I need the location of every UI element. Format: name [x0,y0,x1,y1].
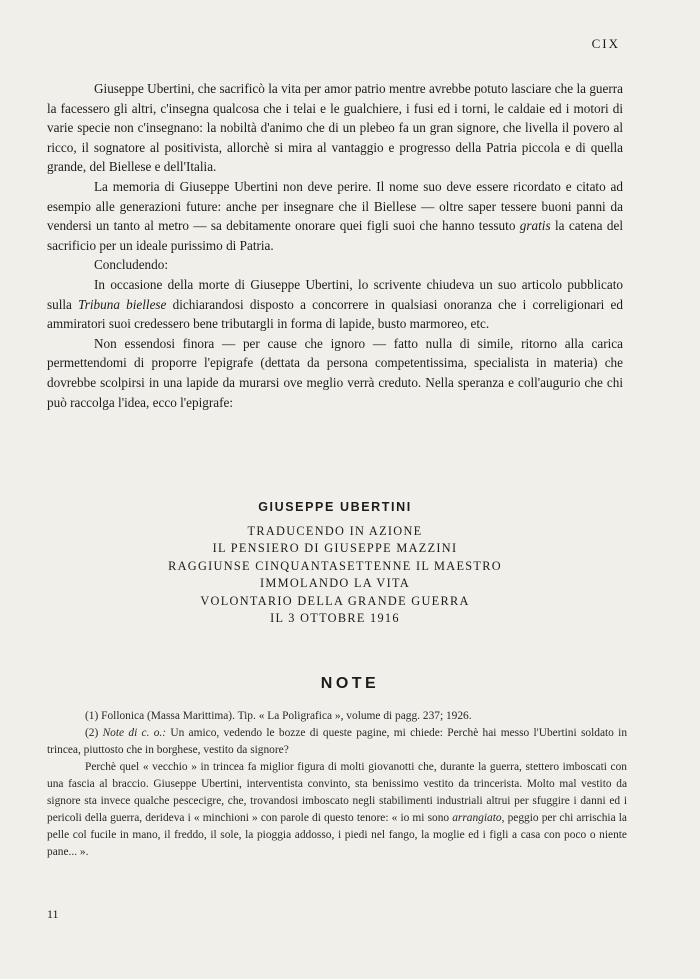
epitaph [47,500,623,627]
notes-section [47,708,627,861]
note-2-text: Un amico, vedendo le bozze di queste pagine, mi chiede: Perchè hai messo l'Ubertini soldato in trincea, piuttosto che in borghese, vestito da signore? [47,727,628,756]
paragraph-epigraph-proposal: Non essendosi finora — per cause che ignoro — fatto nulla di simile, ritorno alla carica permettendomi di proporre l'epigrafe (dettata da persona competentissima, specialista in materia) che dovrebbe scolpirsi in una lapide da murarsi ove meglio verrà creduto. Nella speranza e coll'augurio che chi può raccolga l'idea, ecco l'epigrafe: [47,335,623,410]
note-2-continued-text: Perchè quel « vecchio » in trincea fa miglior figura di molti giovanotti che, durante la guerra, stettero imboscati con una fascia al braccio. Giuseppe Ubertini, interventista convinto, sta benissimo vestito da trincerista. Molto mal vestito da signore sta invece qualche pescecigre, che, trovandosi imboscato negli stabilimenti industriali altrui per sfuggire i danni ed i pericoli della guerra, derideva i « minchioni » con parole di questo tenore: « io mi sono [47,761,627,824]
paragraph-article [47,275,623,334]
paragraph-article-tail: dichiarandosi disposto a concorrere in qualsiasi onoranza che i correligionari ed ammiratori suoi credessero bene tributargli in forma di lapide, busto marmoreo, etc. [47,296,623,332]
note-1: (1) Follonica (Massa Marittima). Tip. « La Poligrafica », volume di pagg. 237; 1926. [85,710,472,722]
paragraph-memory-text: La memoria di Giuseppe Ubertini non deve perire. Il nome suo deve essere ricordato e citato ad esempio alle generazioni future: anche per insegnare che il Biellese — oltre saper tessere buoni panni da vendersi un tanto al metro — sa debitamente onorare quei figli suoi che hanno tessuto [47,178,623,234]
paragraph-concluding: Concludendo: [94,257,168,273]
note-2-italic: Note di c. o.: [102,727,167,739]
paragraph-memory [47,177,623,255]
epitaph-line: TRADUCENDO IN AZIONE [247,524,423,538]
italic-arrangiato: arrangiato [452,812,502,824]
page-number: CIX [591,36,620,51]
notes-heading: NOTE [320,675,380,692]
italic-tribuna-biellese: Tribuna biellese [78,296,167,312]
note-2-number: (2) [85,727,103,739]
note-2 [47,725,627,759]
italic-gratis: gratis [519,218,551,234]
epitaph-line: VOLONTARIO DELLA GRANDE GUERRA [200,593,470,608]
epitaph-name: GIUSEPPE UBERTINI [258,500,412,514]
paragraph-ubertini-sacrifice: Giuseppe Ubertini, che sacrificò la vita per amor patrio mentre avrebbe potuto lasciare che la guerra la facessero gli altri, c'insegna qualcosa che i telai e le gualchiere, i fusi ed i torni, le caldaie ed i motori di varie specie non c'insegnano: la nobiltà d'animo che di un plebeo fa un gran signore, che livella il povero al ricco, il sognatore al positivista, allorchè si mira al vantaggio e progresso della Patria piccola e di quella grande, del Biellese e dell'Italia. [47,81,623,175]
epitaph-line: RAGGIUNSE CINQUANTASETTENNE IL MAESTRO [168,558,502,573]
epitaph-line: IL PENSIERO DI GIUSEPPE MAZZINI [212,541,458,556]
folio-number: 11 [47,907,59,921]
main-text [47,79,623,412]
note-2-continued-tail: , peggio per chi arrischia la pelle col fucile in mano, il freddo, il sole, la pioggia addosso, i piedi nel fango, la moglie ed i figli a casa con poco o niente pane... ». [47,812,627,858]
paragraph-memory-tail: la catena del sacrificio per un ideale purissimo di Patria. [47,218,623,253]
epitaph-line: IMMOLANDO LA VITA [260,576,410,591]
epitaph-line: IL 3 OTTOBRE 1916 [270,611,400,626]
paragraph-article-text: In occasione della morte di Giuseppe Ubertini, lo scrivente chiudeva un suo articolo pubblicato sulla [47,276,623,312]
note-2-continued [47,759,627,861]
